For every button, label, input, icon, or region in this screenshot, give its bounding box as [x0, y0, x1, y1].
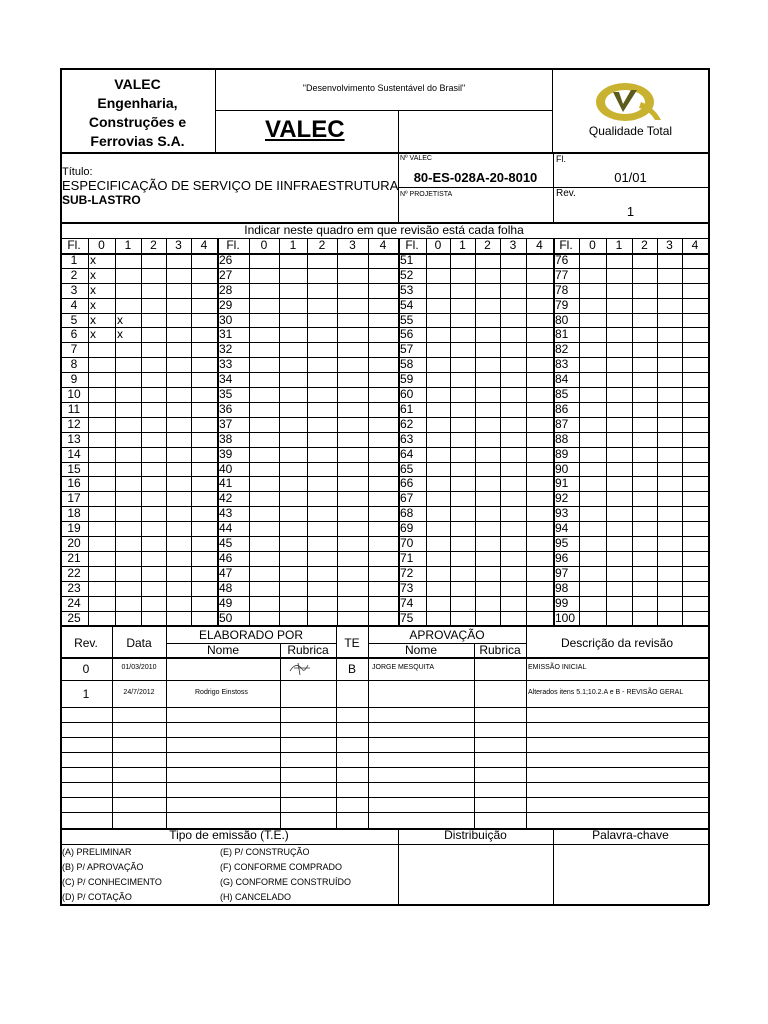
- grid-sheet-number: 38: [219, 432, 233, 446]
- quality-label: Qualidade Total: [588, 124, 673, 138]
- grid-sheet-number: 3: [70, 283, 78, 297]
- grid-sheet-number: 94: [555, 521, 569, 535]
- grid-sheet-number: 25: [67, 611, 81, 625]
- grid-header-rev: 2: [641, 238, 648, 252]
- grid-sheet-number: 44: [219, 521, 233, 535]
- rule-line: [60, 611, 708, 612]
- grid-header-fl: Fl.: [67, 238, 81, 252]
- grid-revision-mark: x: [117, 313, 123, 327]
- sheet-value: 01/01: [614, 170, 647, 185]
- grid-revision-mark: x: [90, 268, 96, 282]
- grid-sheet-number: 62: [400, 417, 414, 431]
- grid-sheet-number: 43: [219, 506, 233, 520]
- grid-sheet-number: 22: [67, 566, 81, 580]
- grid-sheet-number: 98: [555, 581, 569, 595]
- emission-type-item: (E) P/ CONSTRUÇÃO: [220, 847, 310, 857]
- grid-header-rev: 3: [509, 238, 517, 252]
- grid-sheet-number: 53: [400, 283, 414, 297]
- history-description: EMISSÃO INICIAL: [528, 664, 587, 671]
- grid-header-rev: 1: [124, 238, 132, 252]
- grid-sheet-number: 42: [219, 491, 233, 505]
- rule-line: [141, 238, 142, 625]
- rule-line: [60, 581, 708, 582]
- rule-line: [60, 387, 708, 388]
- grid-sheet-number: 26: [219, 253, 233, 267]
- distribution-label: Distribuição: [444, 828, 507, 842]
- rule-line: [398, 238, 400, 625]
- grid-revision-mark: x: [90, 298, 96, 312]
- grid-header-rev: 2: [150, 238, 157, 252]
- grid-sheet-number: 72: [400, 566, 414, 580]
- grid-sheet-number: 88: [555, 432, 569, 446]
- grid-sheet-number: 39: [219, 447, 233, 461]
- rule-line: [249, 238, 250, 625]
- grid-sheet-number: 91: [555, 476, 569, 490]
- grid-sheet-number: 31: [219, 327, 233, 341]
- rule-line: [500, 238, 501, 625]
- grid-sheet-number: 90: [555, 462, 569, 476]
- grid-header-rev: 4: [536, 238, 543, 252]
- grid-sheet-number: 6: [70, 327, 78, 341]
- rule-line: [60, 782, 708, 783]
- grid-sheet-number: 12: [67, 417, 81, 431]
- grid-sheet-number: 66: [400, 476, 414, 490]
- grid-header-rev: 1: [289, 238, 297, 252]
- sheet-label: Fl.: [556, 154, 566, 164]
- grid-sheet-number: 74: [400, 596, 414, 610]
- rule-line: [60, 491, 708, 492]
- rule-line: [60, 327, 708, 328]
- history-header-nome: Nome: [206, 643, 239, 657]
- grid-sheet-number: 33: [219, 357, 233, 371]
- grid-sheet-number: 21: [67, 551, 81, 565]
- grid-sheet-number: 36: [219, 402, 233, 416]
- grid-sheet-number: 4: [70, 298, 78, 312]
- grid-sheet-number: 78: [555, 283, 569, 297]
- rule-line: [307, 238, 308, 625]
- document-title: ESPECIFICAÇÃO DE SERVIÇO DE IINFRAESTRUTURA: [62, 178, 399, 193]
- history-header-rubrica2: Rubrica: [479, 643, 521, 657]
- slogan: "Desenvolvimento Sustentável do Brasil": [302, 83, 466, 93]
- title-label: Título:: [62, 166, 93, 178]
- rule-line: [60, 551, 708, 552]
- rule-line: [60, 268, 708, 269]
- grid-sheet-number: 77: [555, 268, 569, 282]
- grid-sheet-number: 2: [70, 268, 78, 282]
- rule-line: [60, 680, 708, 681]
- rule-line: [60, 707, 708, 708]
- grid-header-rev: 2: [318, 238, 326, 252]
- grid-sheet-number: 40: [219, 462, 233, 476]
- rule-line: [526, 238, 527, 625]
- signature-icon: [284, 659, 314, 677]
- company-line: Ferrovias S.A.: [90, 133, 185, 149]
- grid-sheet-number: 85: [555, 387, 569, 401]
- rule-line: [553, 152, 554, 222]
- grid-header-fl: Fl.: [559, 238, 573, 252]
- grid-sheet-number: 59: [400, 372, 414, 386]
- grid-sheet-number: 48: [219, 581, 233, 595]
- rule-line: [60, 238, 708, 239]
- grid-sheet-number: 23: [67, 581, 81, 595]
- rule-line: [60, 812, 708, 813]
- rule-line: [368, 643, 526, 644]
- history-header-date: Data: [126, 636, 152, 650]
- rule-line: [280, 643, 281, 828]
- rule-line: [60, 476, 708, 477]
- grid-sheet-number: 81: [555, 327, 569, 341]
- grid-sheet-number: 100: [555, 611, 576, 625]
- rule-line: [60, 313, 708, 314]
- grid-sheet-number: 76: [555, 253, 569, 267]
- history-rev: 1: [82, 687, 90, 701]
- rule-line: [60, 402, 708, 403]
- grid-sheet-number: 96: [555, 551, 569, 565]
- grid-header-rev: 0: [434, 238, 442, 252]
- rule-line: [553, 828, 554, 904]
- grid-header-rev: 1: [615, 238, 623, 252]
- grid-sheet-number: 84: [555, 372, 569, 386]
- rule-line: [60, 536, 708, 537]
- rule-line: [553, 238, 555, 625]
- rule-line: [60, 506, 708, 507]
- grid-sheet-number: 58: [400, 357, 414, 371]
- rule-line: [60, 238, 62, 625]
- rule-line: [60, 222, 708, 224]
- grid-sheet-number: 70: [400, 536, 414, 550]
- company-name: [60, 75, 215, 151]
- rule-line: [337, 238, 338, 625]
- keyword-label: Palavra-chave: [592, 828, 669, 842]
- emission-types-right: [220, 845, 351, 905]
- grid-sheet-number: 24: [67, 596, 81, 610]
- rule-line: [632, 238, 633, 625]
- rule-line: [60, 152, 708, 154]
- rule-line: [60, 566, 708, 567]
- grid-sheet-number: 13: [67, 432, 81, 446]
- grid-sheet-number: 92: [555, 491, 569, 505]
- rule-line: [552, 68, 553, 152]
- grid-sheet-number: 16: [67, 476, 81, 490]
- rule-line: [60, 372, 708, 373]
- grid-header-fl: Fl.: [405, 238, 419, 252]
- grid-sheet-number: 5: [70, 313, 78, 327]
- brand-title: VALEC: [265, 116, 345, 143]
- rule-line: [60, 625, 708, 627]
- grid-header-rev: 0: [589, 238, 596, 252]
- grid-sheet-number: 56: [400, 327, 414, 341]
- rule-line: [60, 462, 708, 463]
- revision-table-caption: Indicar neste quadro em que revisão está cada folha: [244, 223, 524, 237]
- history-header-description: Descrição da revisão: [560, 636, 674, 650]
- grid-sheet-number: 80: [555, 313, 569, 327]
- rule-line: [115, 238, 116, 625]
- rule-line: [579, 238, 580, 625]
- rule-line: [279, 238, 280, 625]
- history-date: 24/7/2012: [123, 689, 155, 696]
- grid-sheet-number: 89: [555, 447, 569, 461]
- revision-label: Rev.: [556, 188, 576, 199]
- grid-sheet-number: 14: [67, 447, 81, 461]
- grid-header-rev: 4: [379, 238, 387, 252]
- grid-sheet-number: 50: [219, 611, 233, 625]
- rule-line: [398, 828, 399, 904]
- grid-sheet-number: 15: [67, 462, 81, 476]
- history-date: 01/03/2010: [121, 664, 157, 671]
- rule-line: [166, 238, 167, 625]
- revision-value: 1: [626, 204, 635, 219]
- history-te: B: [347, 662, 356, 676]
- rule-line: [60, 68, 709, 70]
- rule-line: [60, 752, 708, 753]
- grid-revision-mark: x: [90, 313, 96, 327]
- grid-sheet-number: 99: [555, 596, 569, 610]
- rule-line: [682, 238, 683, 625]
- grid-sheet-number: 7: [70, 342, 78, 356]
- grid-revision-mark: x: [90, 283, 96, 297]
- grid-sheet-number: 10: [67, 387, 81, 401]
- rule-line: [166, 643, 336, 644]
- rule-line: [60, 432, 708, 433]
- grid-sheet-number: 30: [219, 313, 233, 327]
- company-line: Construções e: [88, 114, 187, 130]
- grid-sheet-number: 68: [400, 506, 414, 520]
- grid-sheet-number: 29: [219, 298, 233, 312]
- rule-line: [217, 238, 219, 625]
- rule-line: [60, 357, 708, 358]
- grid-revision-mark: x: [117, 327, 123, 341]
- grid-sheet-number: 61: [400, 402, 414, 416]
- grid-header-rev: 3: [175, 238, 182, 252]
- grid-sheet-number: 17: [67, 491, 81, 505]
- history-author: Rodrigo Einstoss: [195, 689, 248, 696]
- emission-type-item: (A) PRELIMINAR: [62, 847, 132, 857]
- history-rev: 0: [82, 662, 90, 676]
- rule-line: [60, 283, 708, 284]
- grid-sheet-number: 19: [67, 521, 81, 535]
- grid-sheet-number: 51: [400, 253, 414, 267]
- projetista-number-label: Nº PROJETISTA: [400, 191, 453, 198]
- grid-sheet-number: 47: [219, 566, 233, 580]
- history-header-elaborado: ELABORADO POR: [198, 628, 304, 642]
- grid-sheet-number: 28: [219, 283, 233, 297]
- rule-line: [60, 298, 708, 299]
- grid-sheet-number: 35: [219, 387, 233, 401]
- valec-number-label: Nº VALEC: [400, 155, 432, 162]
- history-header-nome2: Nome: [404, 643, 437, 657]
- history-header-rev: Rev.: [74, 636, 98, 650]
- grid-revision-mark: x: [90, 327, 96, 341]
- grid-header-fl: Fl.: [226, 238, 240, 252]
- grid-sheet-number: 1: [70, 253, 78, 267]
- history-header-rubrica: Rubrica: [287, 643, 329, 657]
- grid-sheet-number: 64: [400, 447, 414, 461]
- rule-line: [60, 844, 708, 845]
- emission-type-item: (D) P/ COTAÇÃO: [62, 892, 132, 902]
- grid-sheet-number: 37: [219, 417, 233, 431]
- rule-line: [60, 904, 709, 906]
- history-description: Alterados itens 5.1;10.2.A e B - REVISÃO GERAL: [528, 689, 684, 696]
- rule-line: [450, 238, 451, 625]
- grid-sheet-number: 11: [67, 402, 81, 416]
- grid-sheet-number: 95: [555, 536, 569, 550]
- grid-sheet-number: 49: [219, 596, 233, 610]
- rule-line: [60, 828, 708, 830]
- grid-sheet-number: 54: [400, 298, 414, 312]
- history-header-aprovacao: APROVAÇÃO: [409, 628, 485, 642]
- grid-sheet-number: 27: [219, 268, 233, 282]
- emission-type-item: (B) P/ APROVAÇÃO: [62, 862, 144, 872]
- grid-sheet-number: 79: [555, 298, 569, 312]
- history-approver: JORGE MESQUITA: [372, 664, 435, 671]
- rule-line: [60, 596, 708, 597]
- rule-line: [606, 238, 607, 625]
- rule-line: [368, 238, 369, 625]
- rule-line: [88, 238, 89, 625]
- grid-sheet-number: 34: [219, 372, 233, 386]
- grid-sheet-number: 82: [555, 342, 569, 356]
- grid-header-rev: 4: [200, 238, 208, 252]
- valec-number: 80-ES-028A-20-8010: [413, 170, 538, 185]
- grid-header-rev: 1: [459, 238, 466, 252]
- rule-line: [60, 253, 708, 255]
- rule-line: [426, 238, 427, 625]
- grid-header-rev: 3: [349, 238, 356, 252]
- grid-sheet-number: 9: [70, 372, 78, 386]
- grid-header-rev: 4: [691, 238, 699, 252]
- grid-header-rev: 2: [484, 238, 491, 252]
- grid-sheet-number: 57: [400, 342, 414, 356]
- grid-sheet-number: 32: [219, 342, 233, 356]
- rule-line: [60, 797, 708, 798]
- grid-sheet-number: 65: [400, 462, 414, 476]
- grid-sheet-number: 8: [70, 357, 78, 371]
- rule-line: [191, 238, 192, 625]
- rule-line: [60, 342, 708, 343]
- document-subtitle: SUB-LASTRO: [62, 193, 141, 207]
- grid-sheet-number: 75: [400, 611, 414, 625]
- rule-line: [60, 767, 708, 768]
- grid-sheet-number: 83: [555, 357, 569, 371]
- rule-line: [474, 643, 475, 828]
- history-header-te: TE: [344, 636, 360, 650]
- grid-sheet-number: 63: [400, 432, 414, 446]
- rule-line: [60, 722, 708, 723]
- grid-sheet-number: 67: [400, 491, 414, 505]
- rule-line: [60, 417, 708, 418]
- grid-header-rev: 0: [98, 238, 105, 252]
- emission-type-item: (H) CANCELADO: [220, 892, 292, 902]
- grid-sheet-number: 52: [400, 268, 414, 282]
- grid-sheet-number: 97: [555, 566, 569, 580]
- grid-revision-mark: x: [90, 253, 96, 267]
- grid-sheet-number: 71: [400, 551, 414, 565]
- grid-sheet-number: 18: [67, 506, 81, 520]
- grid-sheet-number: 55: [400, 313, 414, 327]
- company-line: VALEC: [114, 76, 161, 92]
- rule-line: [60, 447, 708, 448]
- emission-type-label: Tipo de emissão (T.E.): [169, 828, 289, 842]
- grid-header-rev: 3: [666, 238, 673, 252]
- grid-sheet-number: 41: [219, 476, 233, 490]
- emission-types-left: [62, 845, 162, 905]
- grid-sheet-number: 69: [400, 521, 414, 535]
- rule-line: [60, 521, 708, 522]
- emission-type-item: (G) CONFORME CONSTRUÍDO: [220, 877, 351, 887]
- grid-sheet-number: 93: [555, 506, 569, 520]
- rule-line: [475, 238, 476, 625]
- grid-sheet-number: 73: [400, 581, 414, 595]
- rule-line: [657, 238, 658, 625]
- grid-sheet-number: 46: [219, 551, 233, 565]
- emission-type-item: (C) P/ CONHECIMENTO: [62, 877, 162, 887]
- grid-header-rev: 0: [260, 238, 268, 252]
- grid-sheet-number: 60: [400, 387, 414, 401]
- grid-sheet-number: 20: [67, 536, 81, 550]
- grid-sheet-number: 86: [555, 402, 569, 416]
- rule-line: [60, 657, 708, 659]
- emission-type-item: (F) CONFORME COMPRADO: [220, 862, 342, 872]
- rule-line: [708, 238, 710, 625]
- rule-line: [215, 110, 552, 111]
- grid-sheet-number: 45: [219, 536, 233, 550]
- rule-line: [398, 110, 399, 222]
- company-line: Engenharia,: [97, 95, 178, 111]
- rule-line: [60, 737, 708, 738]
- grid-sheet-number: 87: [555, 417, 569, 431]
- valec-logo-icon: [595, 80, 663, 124]
